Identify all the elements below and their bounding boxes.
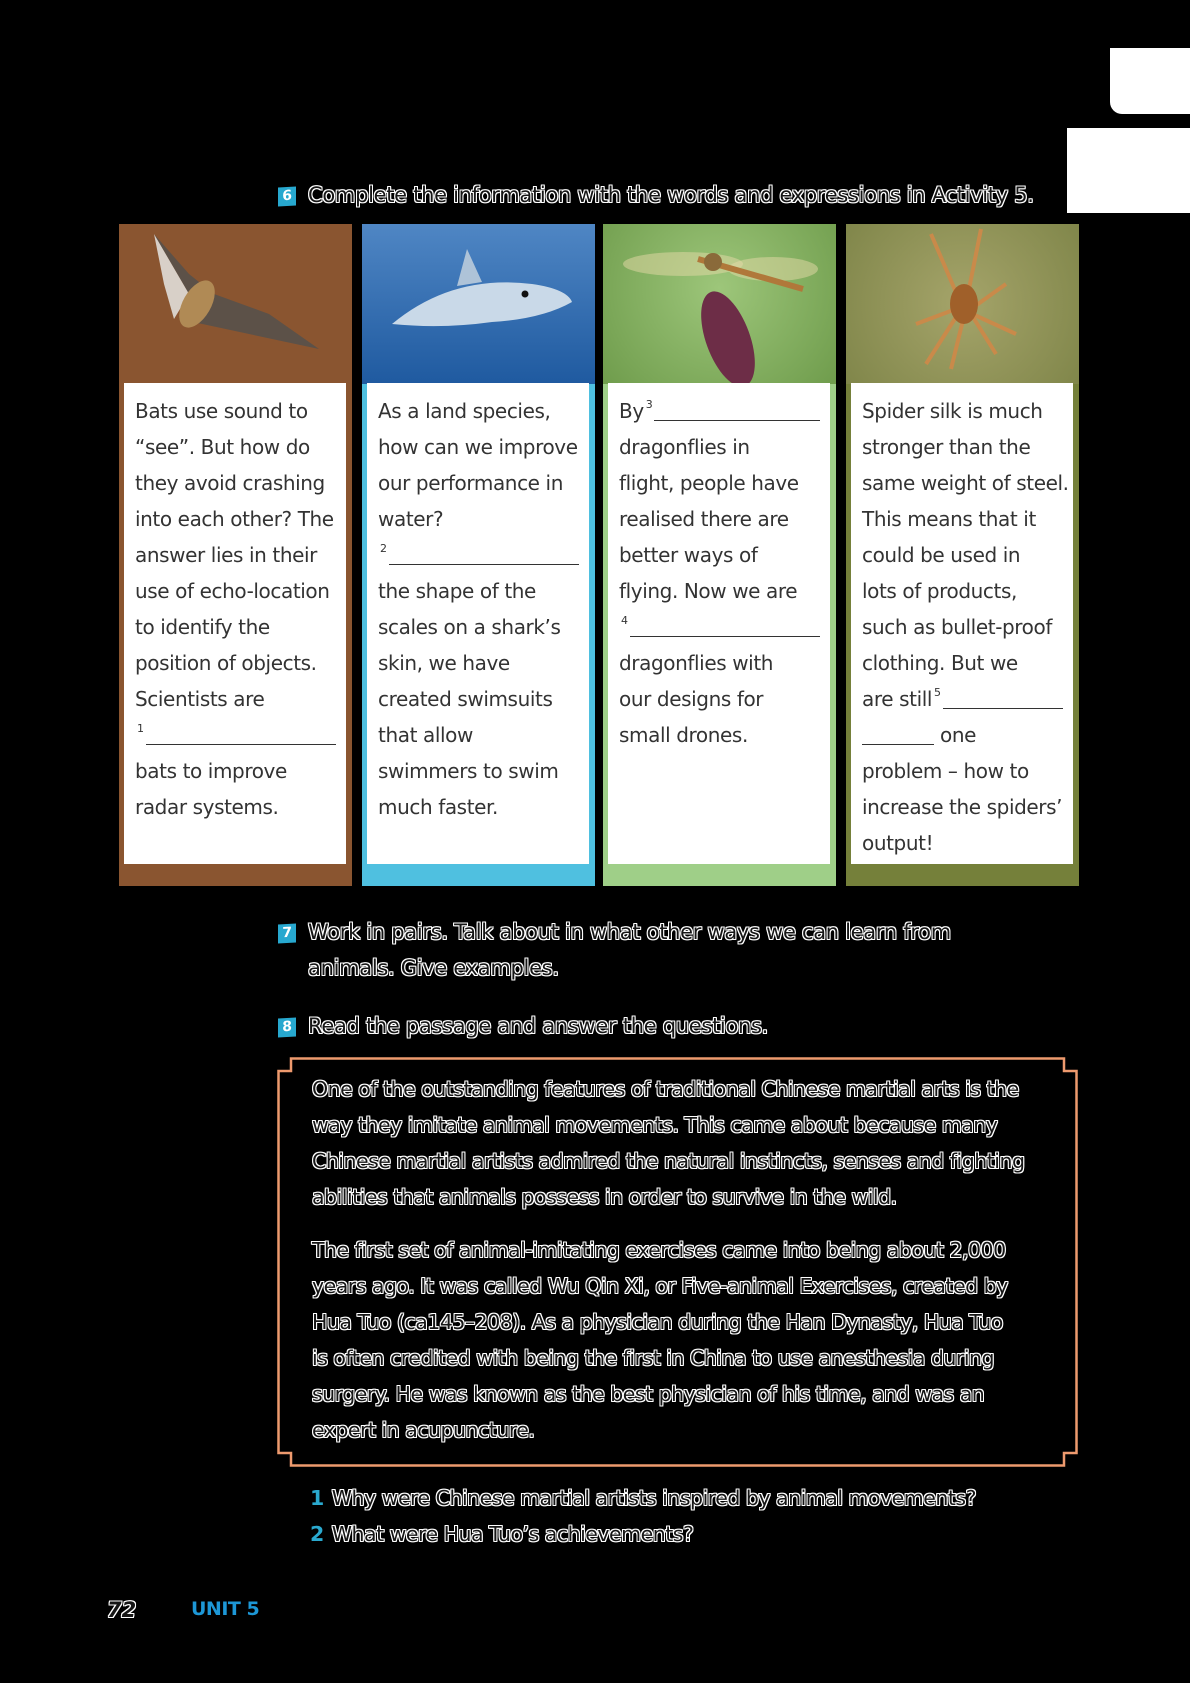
line-text: problem – how to — [862, 759, 1029, 783]
line-text: our designs for — [619, 687, 764, 711]
text-line — [378, 429, 579, 465]
card-text — [367, 383, 589, 864]
line-text: the shape of the — [378, 579, 536, 603]
line-text: stronger than the — [862, 435, 1031, 459]
text-line — [378, 573, 579, 609]
instruction-text: Complete the information with the words and expressions in Activity 5. — [308, 183, 1034, 207]
blank-number: 3 — [645, 398, 653, 411]
line-text: same weight of steel. — [862, 471, 1069, 495]
card-bat — [119, 224, 352, 886]
line-text: By — [619, 399, 644, 423]
line-text: Scientists are — [135, 687, 265, 711]
line-text: dragonflies with — [619, 651, 774, 675]
line-text: clothing. But we — [862, 651, 1018, 675]
line-text: such as bullet-proof — [862, 615, 1052, 639]
text-line — [619, 465, 820, 501]
passage-line: years ago. It was called Wu Qin Xi, or Five-animal Exercises, created by — [312, 1274, 1008, 1298]
text-line — [135, 753, 336, 789]
blank-number: 4 — [621, 614, 628, 627]
shark-photo — [362, 224, 595, 384]
text-line — [862, 825, 1063, 861]
question-number: 2 — [310, 1522, 324, 1546]
text-line — [619, 537, 820, 573]
line-text: answer lies in their — [135, 543, 317, 567]
text-line — [135, 501, 336, 537]
fill-in-blank-line[interactable] — [378, 537, 579, 573]
line-text: better ways of — [619, 543, 758, 567]
card-text — [124, 383, 346, 864]
passage-text — [312, 1071, 1052, 1465]
activity-number-badge: 8 — [278, 1018, 296, 1038]
activity-number-badge: 6 — [278, 187, 296, 207]
answer-blank[interactable] — [146, 718, 336, 745]
line-text: Bats use sound to — [135, 399, 308, 423]
text-line — [862, 645, 1063, 681]
line-text: use of echo-location — [135, 579, 330, 603]
card-spider — [846, 224, 1079, 886]
answer-blank[interactable] — [630, 610, 820, 637]
line-text: how can we improve — [378, 435, 578, 459]
line-text: swimmers to swim — [378, 759, 559, 783]
question-text: What were Hua Tuo’s achievements? — [331, 1522, 694, 1546]
text-line — [378, 753, 579, 789]
text-line — [135, 789, 336, 825]
card-text — [851, 383, 1073, 864]
activity-6-instruction — [278, 177, 1034, 213]
question-2 — [310, 1516, 693, 1552]
passage-line: One of the outstanding features of traditional Chinese martial arts is the — [312, 1077, 1019, 1101]
text-line — [619, 717, 820, 753]
passage-line: expert in acupuncture. — [312, 1418, 535, 1442]
instruction-text: Work in pairs. Talk about in what other ways we can learn from — [308, 920, 951, 944]
text-line — [135, 573, 336, 609]
line-text: realised there are — [619, 507, 789, 531]
line-text: bats to improve — [135, 759, 287, 783]
line-text: could be used in — [862, 543, 1021, 567]
passage-line: surgery. He was known as the best physician of his time, and was an — [312, 1382, 985, 1406]
activity-7-instruction — [278, 914, 951, 986]
text-line — [619, 681, 820, 717]
line-text: into each other? The — [135, 507, 334, 531]
line-text: they avoid crashing — [135, 471, 325, 495]
blank-number: 1 — [137, 722, 144, 735]
text-line — [378, 789, 579, 825]
text-line — [862, 393, 1063, 429]
bat-photo — [119, 224, 352, 384]
line-text: “see”. But how do — [135, 435, 310, 459]
page-tab-shape — [1067, 128, 1190, 213]
line-text: flight, people have — [619, 471, 799, 495]
instruction-text: animals. Give examples. — [308, 956, 559, 980]
fill-in-blank-line[interactable] — [862, 681, 1063, 717]
text-line — [619, 573, 820, 609]
line-text: one — [940, 723, 977, 747]
blank-number: 5 — [934, 686, 941, 699]
answer-blank[interactable] — [654, 394, 820, 421]
passage-line: abilities that animals possess in order to survive in the wild. — [312, 1185, 897, 1209]
line-text: increase the spiders’ — [862, 795, 1063, 819]
spider-photo — [846, 224, 1079, 384]
answer-blank[interactable] — [943, 682, 1063, 709]
passage-line: Chinese martial artists admired the natural instincts, senses and fighting — [312, 1149, 1025, 1173]
line-text: This means that it — [862, 507, 1036, 531]
text-line — [862, 609, 1063, 645]
text-line — [862, 573, 1063, 609]
text-line — [135, 465, 336, 501]
answer-blank[interactable] — [389, 538, 579, 565]
line-text: lots of products, — [862, 579, 1017, 603]
text-line — [378, 501, 579, 537]
text-line — [862, 753, 1063, 789]
line-text: water? — [378, 507, 444, 531]
text-line — [862, 717, 1063, 753]
line-text: radar systems. — [135, 795, 279, 819]
line-text: dragonflies in — [619, 435, 750, 459]
text-line — [862, 465, 1069, 501]
unit-label: UNIT 5 — [191, 1598, 260, 1620]
text-line — [619, 645, 820, 681]
line-text: Spider silk is much — [862, 399, 1043, 423]
text-line — [378, 393, 579, 429]
question-text: Why were Chinese martial artists inspired by animal movements? — [331, 1486, 976, 1510]
passage-line: Hua Tuo (ca145–208). As a physician during the Han Dynasty, Hua Tuo — [312, 1310, 1003, 1334]
line-text: skin, we have — [378, 651, 510, 675]
fill-in-blank-line[interactable] — [135, 717, 336, 753]
card-shark — [362, 224, 595, 886]
question-1 — [310, 1480, 976, 1516]
question-number: 1 — [310, 1486, 324, 1510]
blank-number: 2 — [380, 542, 387, 555]
line-text: are still — [862, 687, 933, 711]
text-line — [619, 429, 820, 465]
text-line — [378, 465, 579, 501]
text-line — [135, 609, 336, 645]
activity-number-badge: 7 — [278, 924, 296, 944]
line-text: As a land species, — [378, 399, 551, 423]
text-line — [135, 681, 336, 717]
activity-8-instruction — [278, 1008, 768, 1044]
passage-line: The first set of animal-imitating exercises came into being about 2,000 — [312, 1238, 1006, 1262]
page-number: 72 — [107, 1598, 137, 1622]
text-line — [619, 501, 820, 537]
dragonfly-photo — [603, 224, 836, 384]
card-dragonfly — [603, 224, 836, 886]
text-line — [378, 645, 579, 681]
reading-passage-box — [277, 1057, 1078, 1467]
passage-paragraph — [312, 1071, 1052, 1215]
line-text: created swimsuits — [378, 687, 553, 711]
text-line — [378, 717, 579, 753]
line-text: small drones. — [619, 723, 748, 747]
fill-in-blank-line[interactable] — [619, 609, 820, 645]
text-line — [378, 609, 579, 645]
line-text: scales on a shark’s — [378, 615, 561, 639]
text-line — [135, 537, 336, 573]
text-line — [135, 429, 336, 465]
passage-paragraph — [312, 1232, 1052, 1448]
page-tab-shape — [1110, 48, 1190, 114]
text-line — [862, 501, 1063, 537]
line-text: flying. Now we are — [619, 579, 798, 603]
text-line — [862, 429, 1063, 465]
text-line — [378, 681, 579, 717]
answer-blank[interactable] — [862, 718, 934, 745]
text-line — [135, 645, 336, 681]
line-text: position of objects. — [135, 651, 317, 675]
line-text: much faster. — [378, 795, 498, 819]
line-text: to identify the — [135, 615, 270, 639]
line-text: that allow — [378, 723, 473, 747]
card-text — [608, 383, 830, 864]
text-line — [862, 537, 1063, 573]
line-text: our performance in — [378, 471, 563, 495]
fill-in-blank-line[interactable] — [619, 393, 820, 429]
text-line — [862, 789, 1063, 825]
passage-line: way they imitate animal movements. This came about because many — [312, 1113, 998, 1137]
instruction-text: Read the passage and answer the questions. — [308, 1014, 769, 1038]
text-line — [135, 393, 336, 429]
passage-line: is often credited with being the first in China to use anesthesia during — [312, 1346, 995, 1370]
line-text: output! — [862, 831, 934, 855]
